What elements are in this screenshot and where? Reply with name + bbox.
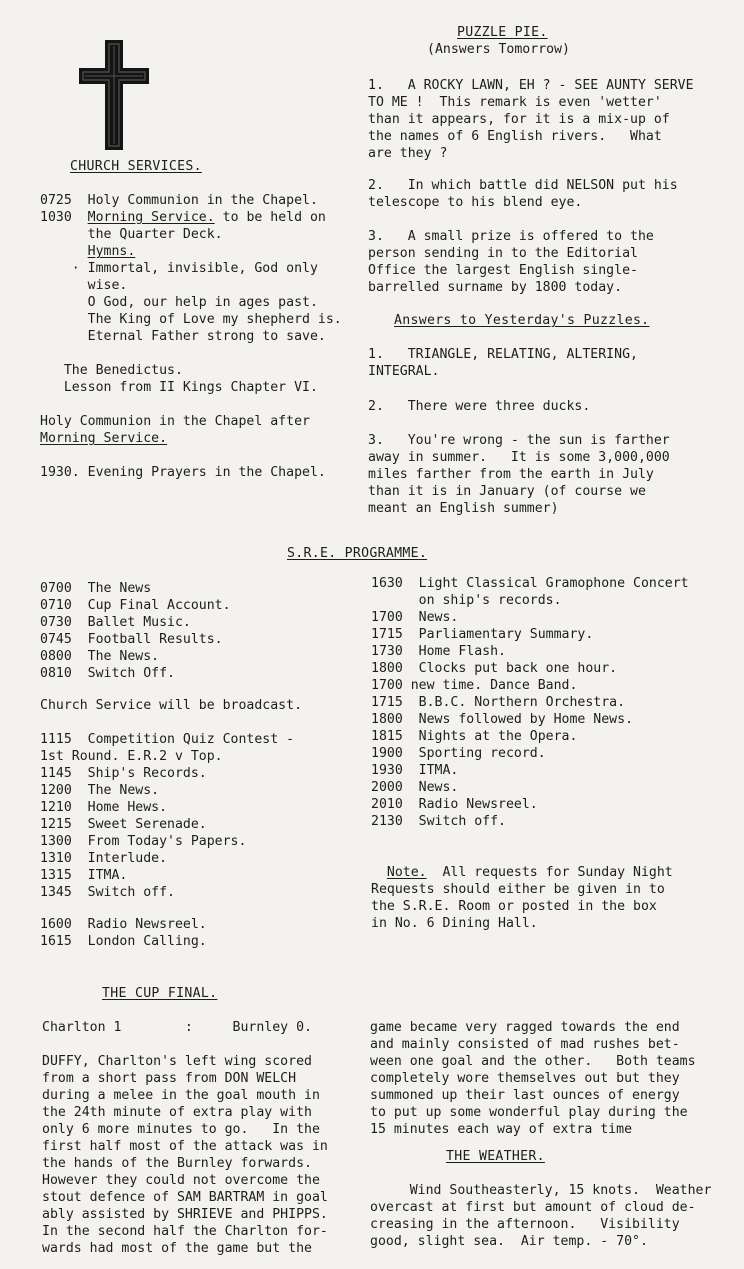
puzzle-question-3: [368, 228, 654, 296]
church-service-line: The Benedictus.: [40, 363, 183, 378]
cup-final-report-left: [42, 1053, 328, 1257]
programme-line: 1200 The News.: [40, 783, 160, 798]
note-line: All requests for Sunday Night: [426, 865, 673, 880]
sre-schedule-evening: [371, 575, 689, 830]
programme-line: 1345 Switch off.: [40, 885, 175, 900]
church-service-line: Eternal Father strong to save.: [40, 329, 326, 344]
weather-line: overcast at first but amount of cloud de-: [370, 1200, 696, 1215]
puzzle-question-1: [368, 77, 694, 162]
programme-line: 0745 Football Results.: [40, 632, 223, 647]
church-service-line: wise.: [40, 278, 128, 293]
weather-line: good, slight sea. Air temp. - 70°.: [370, 1234, 648, 1249]
puzzle-line: Office the largest English single-: [368, 263, 638, 278]
programme-line: on ship's records.: [371, 593, 562, 608]
puzzle-pie-subheading: (Answers Tomorrow): [427, 42, 570, 57]
report-line: stout defence of SAM BARTRAM in goal: [42, 1190, 328, 1205]
programme-line: 1600 Radio Newsreel.: [40, 917, 207, 932]
church-service-line: [40, 396, 342, 413]
programme-line: 1800 News followed by Home News.: [371, 712, 634, 727]
programme-line: 2010 Radio Newsreel.: [371, 797, 538, 812]
sre-note: [371, 847, 673, 949]
puzzle-pie-heading: PUZZLE PIE.: [457, 25, 548, 40]
programme-line: 1715 Parliamentary Summary.: [371, 627, 594, 642]
programme-line: 1215 Sweet Serenade.: [40, 817, 207, 832]
sre-church-broadcast: [40, 697, 302, 714]
report-line: DUFFY, Charlton's left wing scored: [42, 1054, 312, 1069]
report-line: ably assisted by SHRIEVE and PHIPPS.: [42, 1207, 328, 1222]
programme-line: 1730 Home Flash.: [371, 644, 506, 659]
church-service-line: 1930. Evening Prayers in the Chapel.: [40, 465, 326, 480]
church-service-line: Holy Communion in the Chapel after: [40, 414, 310, 429]
answer-line: 1. TRIANGLE, RELATING, ALTERING,: [368, 347, 638, 362]
answer-line: than it is in January (of course we: [368, 484, 646, 499]
sre-schedule-afternoon: [40, 916, 207, 950]
report-line: wards had most of the game but the: [42, 1241, 312, 1256]
report-line: 15 minutes each way of extra time: [370, 1122, 633, 1137]
report-line: However they could not overcome the: [42, 1173, 320, 1188]
underlined-phrase: Hymns.: [87, 244, 136, 259]
cup-final-heading: THE CUP FINAL.: [102, 986, 218, 1001]
answer-2: [368, 398, 590, 415]
note-line: the S.R.E. Room or posted in the box: [371, 899, 657, 914]
programme-line: 1700 new time. Dance Band.: [371, 678, 578, 693]
church-service-line: 1030 Morning Service. to be held on: [40, 210, 326, 225]
church-services-heading: CHURCH SERVICES.: [70, 159, 202, 174]
report-line: completely wore themselves out but they: [370, 1071, 680, 1086]
sre-schedule-morning: [40, 580, 231, 682]
report-line: from a short pass from DON WELCH: [42, 1071, 297, 1086]
puzzle-line: TO ME ! This remark is even 'wetter': [368, 95, 662, 110]
programme-line: 1800 Clocks put back one hour.: [371, 661, 618, 676]
answers-heading: Answers to Yesterday's Puzzles.: [394, 313, 650, 328]
answer-line: 3. You're wrong - the sun is farther: [368, 433, 670, 448]
report-line: only 6 more minutes to go. In the: [42, 1122, 320, 1137]
programme-line: 1310 Interlude.: [40, 851, 168, 866]
sre-schedule-midday: [40, 731, 294, 901]
report-line: first half most of the attack was in: [42, 1139, 328, 1154]
report-line: In the second half the Charlton for-: [42, 1224, 328, 1239]
programme-line: 1715 B.B.C. Northern Orchestra.: [371, 695, 626, 710]
answer-line: 2. There were three ducks.: [368, 399, 591, 414]
answer-line: meant an English summer): [368, 501, 559, 516]
programme-line: 1900 Sporting record.: [371, 746, 546, 761]
weather-heading: THE WEATHER.: [446, 1149, 545, 1164]
church-services-block: [40, 192, 342, 481]
answer-1: [368, 346, 638, 380]
programme-line: 0710 Cup Final Account.: [40, 598, 231, 613]
programme-line: 0730 Ballet Music.: [40, 615, 191, 630]
report-line: and mainly consisted of mad rushes bet-: [370, 1037, 680, 1052]
cup-final-score: Charlton 1 : Burnley 0.: [42, 1020, 312, 1035]
programme-line: 1815 Nights at the Opera.: [371, 729, 578, 744]
report-line: during a melee in the goal mouth in: [42, 1088, 320, 1103]
weather-report: [370, 1182, 711, 1250]
report-line: ween one goal and the other. Both teams: [370, 1054, 696, 1069]
church-service-line: The King of Love my shepherd is.: [40, 312, 342, 327]
sre-programme-heading: S.R.E. PROGRAMME.: [287, 546, 428, 561]
programme-line: 1115 Competition Quiz Contest -: [40, 732, 295, 747]
report-line: to put up some wonderful play during the: [370, 1105, 688, 1120]
puzzle-line: barrelled surname by 1800 today.: [368, 280, 623, 295]
note-line: Requests should either be given in to: [371, 882, 665, 897]
puzzle-line: are they ?: [368, 146, 448, 161]
church-service-line: · Immortal, invisible, God only: [40, 261, 318, 276]
puzzle-question-2: [368, 177, 678, 211]
puzzle-line: the names of 6 English rivers. What: [368, 129, 662, 144]
weather-line: Wind Southeasterly, 15 knots. Weather: [370, 1183, 712, 1198]
report-line: game became very ragged towards the end: [370, 1020, 680, 1035]
cross-emblem-icon: [77, 38, 151, 152]
answer-line: miles farther from the earth in July: [368, 467, 654, 482]
puzzle-line: telescope to his blend eye.: [368, 195, 583, 210]
report-line: the hands of the Burnley forwards.: [42, 1156, 312, 1171]
programme-line: 2000 News.: [371, 780, 459, 795]
underlined-phrase: Morning Service.: [87, 210, 215, 225]
programme-line: 1st Round. E.R.2 v Top.: [40, 749, 223, 764]
puzzle-line: 2. In which battle did NELSON put his: [368, 178, 678, 193]
programme-line: 1300 From Today's Papers.: [40, 834, 247, 849]
note-line: in No. 6 Dining Hall.: [371, 916, 538, 931]
report-line: summoned up their last ounces of energy: [370, 1088, 680, 1103]
church-service-line: [40, 345, 342, 362]
puzzle-line: person sending in to the Editorial: [368, 246, 638, 261]
report-line: the 24th minute of extra play with: [42, 1105, 312, 1120]
programme-line: 0800 The News.: [40, 649, 160, 664]
programme-line: 1930 ITMA.: [371, 763, 459, 778]
puzzle-line: 1. A ROCKY LAWN, EH ? - SEE AUNTY SERVE: [368, 78, 694, 93]
programme-line: 1145 Ship's Records.: [40, 766, 207, 781]
answer-3: [368, 432, 670, 517]
church-service-line: Lesson from II Kings Chapter VI.: [40, 380, 318, 395]
church-service-line: the Quarter Deck.: [40, 227, 223, 242]
church-service-line: [40, 243, 342, 260]
church-service-line: 0725 Holy Communion in the Chapel.: [40, 193, 318, 208]
programme-line: Church Service will be broadcast.: [40, 698, 303, 713]
programme-line: 2130 Switch off.: [371, 814, 506, 829]
puzzle-line: 3. A small prize is offered to the: [368, 229, 654, 244]
programme-line: 1700 News.: [371, 610, 459, 625]
programme-line: 1615 London Calling.: [40, 934, 207, 949]
programme-line: 0810 Switch Off.: [40, 666, 175, 681]
church-service-line: O God, our help in ages past.: [40, 295, 318, 310]
programme-line: 1630 Light Classical Gramophone Concert: [371, 576, 689, 591]
underlined-phrase: Morning Service.: [40, 431, 168, 446]
programme-line: 1315 ITMA.: [40, 868, 128, 883]
cup-final-report-right: [370, 1019, 696, 1138]
programme-line: 1210 Home Hews.: [40, 800, 168, 815]
answer-line: away in summer. It is some 3,000,000: [368, 450, 670, 465]
church-service-line: [40, 430, 342, 447]
puzzle-line: than it appears, for it is a mix-up of: [368, 112, 670, 127]
answer-line: INTEGRAL.: [368, 364, 440, 379]
church-service-line: [40, 447, 342, 464]
programme-line: 0700 The News: [40, 581, 152, 596]
weather-line: creasing in the afternoon. Visibility: [370, 1217, 680, 1232]
sre-note-label: Note.: [386, 865, 427, 880]
